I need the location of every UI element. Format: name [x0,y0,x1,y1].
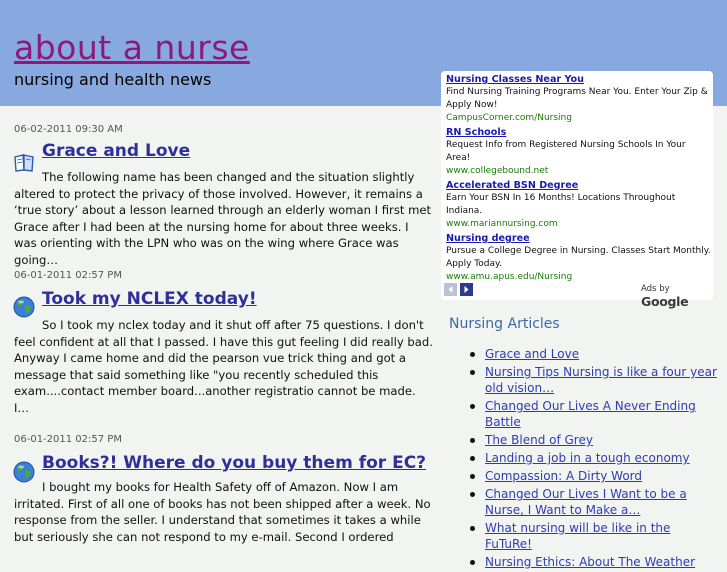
site-tagline: nursing and health news [14,70,212,89]
ad-prev-button[interactable] [444,283,457,296]
ad-title-link[interactable]: Nursing degree [446,233,530,244]
ad-text: Pursue a College Degree in Nursing. Classes Start Monthly. Apply Today. [446,246,711,269]
ad-text: Earn Your BSN In 16 Months! Locations Throughout Indiana. [446,193,676,216]
article-link[interactable]: The Blend of Grey [485,433,593,447]
sidebar-heading: Nursing Articles [449,316,560,332]
list-item [470,450,720,466]
ad-url-link[interactable]: www.mariannursing.com [446,218,558,229]
post-title-link[interactable]: Took my NCLEX today! [42,289,257,309]
list-item [470,398,720,430]
post-excerpt: I bought my books for Health Safety off of Amazon. Now I am irritated. First of all one of books has not been shipped after a week. No response from the seller. I understand that sometimes it takes a while but seriously she can not respond to my e-mail. Second I ordered [14,480,431,544]
list-item [470,346,720,362]
article-list [470,346,720,572]
google-brand: Google [641,294,689,309]
list-item [470,364,720,396]
ad-next-button[interactable] [460,283,473,296]
post-title-link[interactable]: Books?! Where do you buy them for EC? [42,453,427,473]
ad-text: Request Info from Registered Nursing Schools In Your Area! [446,140,686,163]
list-item [470,520,720,552]
post-title-link[interactable]: Grace and Love [42,141,191,161]
ad-url-link[interactable]: www.amu.apus.edu/Nursing [446,271,573,282]
article-link[interactable]: Compassion: A Dirty Word [485,469,643,483]
ad-item [446,74,711,125]
post-excerpt: So I took my nclex today and it shut off after 75 questions. I don't feel confident at all that I passed. I have this gut feeling I did really bad. Anyway I came home and did the pearson vue trick thing and got a message that said something like "you recently scheduled this exam....contact member board...another registratio cannot be made. I… [14,318,433,415]
article-link[interactable]: Changed Our Lives I Want to be a Nurse, I Want to Make a… [485,487,687,517]
article-link[interactable]: Changed Our Lives A Never Ending Battle [485,399,696,429]
ad-item [446,233,711,284]
ad-url-link[interactable]: www.collegebound.net [446,165,549,176]
ad-box [441,71,713,309]
post-date: 06-01-2011 02:57 PM [14,434,122,445]
article-link[interactable]: Landing a job in a tough economy [485,451,690,465]
ads-by-google-link[interactable] [641,284,713,309]
list-item [470,486,720,518]
article-link[interactable]: What nursing will be like in the FuTuRe! [485,521,671,551]
ad-item [446,180,711,231]
list-item [470,468,720,484]
ad-item [446,127,711,178]
article-link[interactable]: Nursing Tips Nursing is like a four year old vision… [485,365,717,395]
site-title-link[interactable]: about a nurse [14,28,250,67]
ads-by-label: Ads by [641,284,670,294]
ad-title-link[interactable]: Nursing Classes Near You [446,74,584,85]
list-item [470,432,720,448]
globe-icon [13,296,35,318]
ad-url-link[interactable]: CampusCorner.com/Nursing [446,112,572,123]
ad-title-link[interactable]: RN Schools [446,127,507,138]
article-link[interactable]: Grace and Love [485,347,580,361]
post-date: 06-02-2011 09:30 AM [14,124,123,135]
article-link[interactable]: Nursing Ethics: About The Weather [485,555,696,569]
post-excerpt: The following name has been changed and the situation slightly altered to protect the privacy of those involved. However, it remains a ‘true story’ about a lesson learned through an elderly woman I first met Grace after I had been at the nursing home for about three weeks. I was orienting with the LPN who was on the wing where Grace was going… [14,170,432,267]
post-date: 06-01-2011 02:57 PM [14,270,122,281]
list-item [470,554,720,570]
ad-text: Find Nursing Training Programs Near You. Enter Your Zip & Apply Now! [446,87,708,110]
ad-title-link[interactable]: Accelerated BSN Degree [446,180,579,191]
